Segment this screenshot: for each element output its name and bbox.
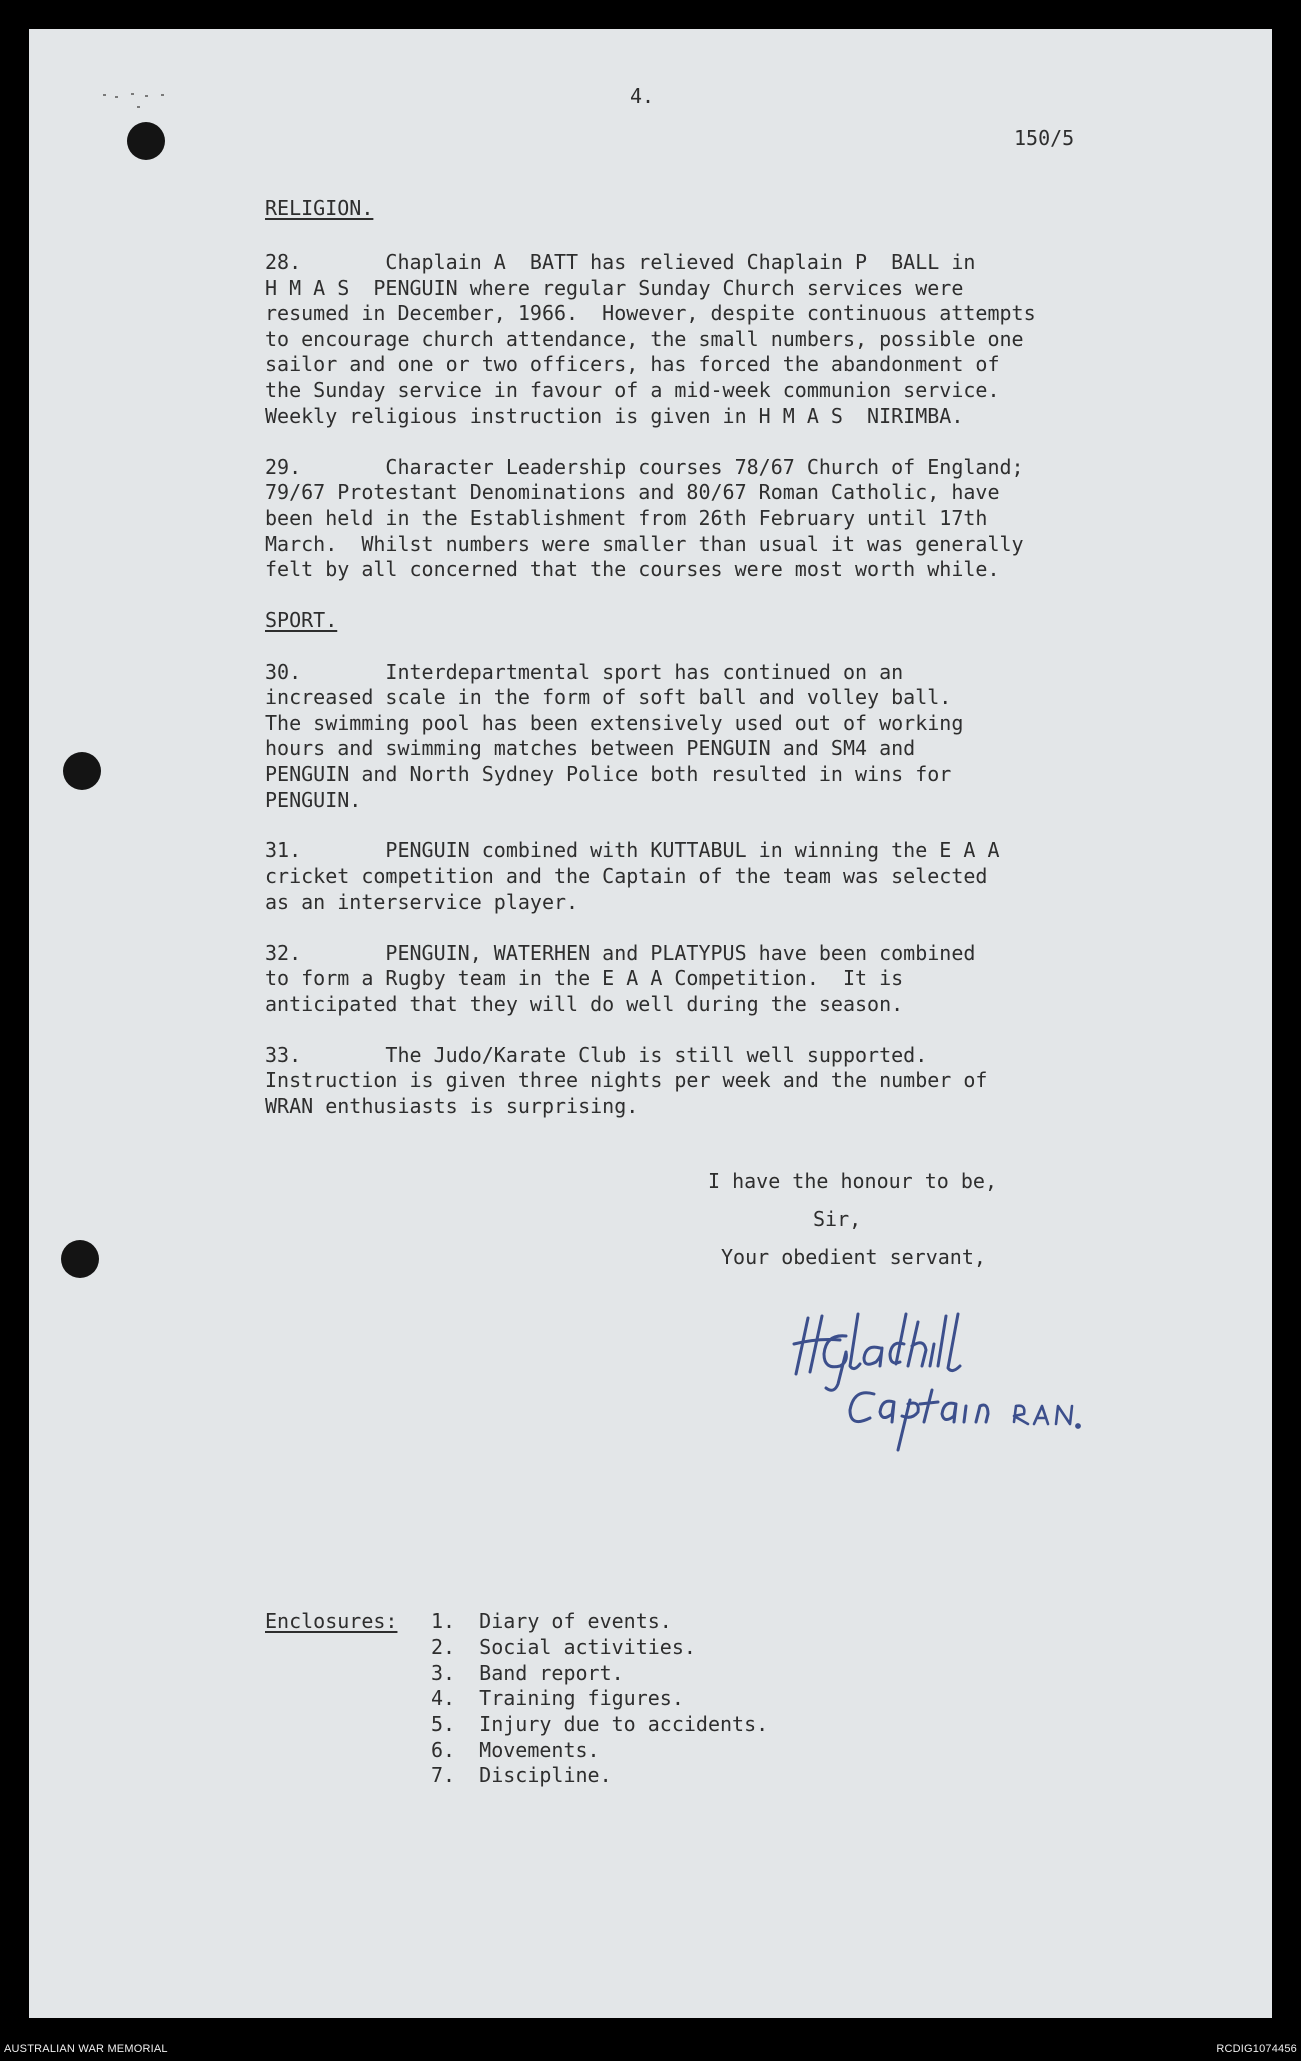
enclosures-label: Enclosures:: [265, 1609, 398, 1633]
file-reference: 150/5: [1014, 126, 1075, 150]
p30-line: 30. Interdepartmental sport has continued on an: [265, 660, 904, 684]
p29-line: March. Whilst numbers were smaller than usual it was generally: [265, 532, 1024, 556]
p28-line: H M A S PENGUIN where regular Sunday Church services were: [265, 276, 964, 300]
p28-line: the Sunday service in favour of a mid-week communion service.: [265, 378, 1000, 402]
p29-line: 79/67 Protestant Denominations and 80/67 Roman Catholic, have: [265, 480, 1000, 504]
p28-line: to encourage church attendance, the small numbers, possible one: [265, 327, 1024, 351]
punch-hole-top: [127, 122, 165, 160]
closing-sir: Sir,: [813, 1207, 862, 1231]
enclosure-item: 2. Social activities.: [431, 1635, 696, 1659]
handwritten-signature: [788, 1310, 1108, 1460]
enclosure-item: 1. Diary of events.: [431, 1609, 672, 1633]
paper-specks: [101, 84, 181, 114]
p28-line: 28. Chaplain A BATT has relieved Chaplain P BALL in: [265, 250, 976, 274]
enclosure-item: 3. Band report.: [431, 1661, 624, 1685]
p32-line: anticipated that they will do well during the season.: [265, 992, 904, 1016]
p31-line: as an interservice player.: [265, 890, 579, 914]
p28-line: Weekly religious instruction is given in H M A S NIRIMBA.: [265, 404, 964, 428]
p28-line: sailor and one or two officers, has forced the abandonment of: [265, 352, 1000, 376]
enclosure-item: 4. Training figures.: [431, 1686, 684, 1710]
p30-line: increased scale in the form of soft ball and volley ball.: [265, 685, 952, 709]
p33-line: Instruction is given three nights per week and the number of: [265, 1068, 988, 1092]
enclosure-item: 6. Movements.: [431, 1738, 600, 1762]
p30-line: hours and swimming matches between PENGUIN and SM4 and: [265, 736, 916, 760]
punch-hole-middle: [63, 752, 101, 790]
p30-line: PENGUIN.: [265, 788, 362, 812]
closing-honour: I have the honour to be,: [708, 1169, 997, 1193]
enclosure-item: 5. Injury due to accidents.: [431, 1712, 769, 1736]
footer-record-id: RCDIG1074456: [1216, 2043, 1297, 2055]
sport-heading: SPORT.: [265, 608, 338, 632]
punch-hole-bottom: [61, 1240, 99, 1278]
closing-servant: Your obedient servant,: [721, 1245, 986, 1269]
p29-line: 29. Character Leadership courses 78/67 Church of England;: [265, 455, 1024, 479]
footer-credit: AUSTRALIAN WAR MEMORIAL: [4, 2043, 168, 2055]
p32-line: to form a Rugby team in the E A A Competition. It is: [265, 966, 904, 990]
p33-line: WRAN enthusiasts is surprising.: [265, 1094, 639, 1118]
p30-line: PENGUIN and North Sydney Police both resulted in wins for: [265, 762, 952, 786]
p32-line: 32. PENGUIN, WATERHEN and PLATYPUS have been combined: [265, 941, 976, 965]
p33-line: 33. The Judo/Karate Club is still well supported.: [265, 1043, 928, 1067]
p30-line: The swimming pool has been extensively used out of working: [265, 711, 964, 735]
enclosure-item: 7. Discipline.: [431, 1763, 612, 1787]
p28-line: resumed in December, 1966. However, despite continuous attempts: [265, 301, 1036, 325]
p31-line: 31. PENGUIN combined with KUTTABUL in winning the E A A: [265, 838, 1000, 862]
p31-line: cricket competition and the Captain of the team was selected: [265, 864, 988, 888]
p29-line: been held in the Establishment from 26th February until 17th: [265, 506, 988, 530]
page-number: 4.: [630, 84, 655, 108]
religion-heading: RELIGION.: [265, 196, 374, 220]
p29-line: felt by all concerned that the courses were most worth while.: [265, 557, 1000, 581]
